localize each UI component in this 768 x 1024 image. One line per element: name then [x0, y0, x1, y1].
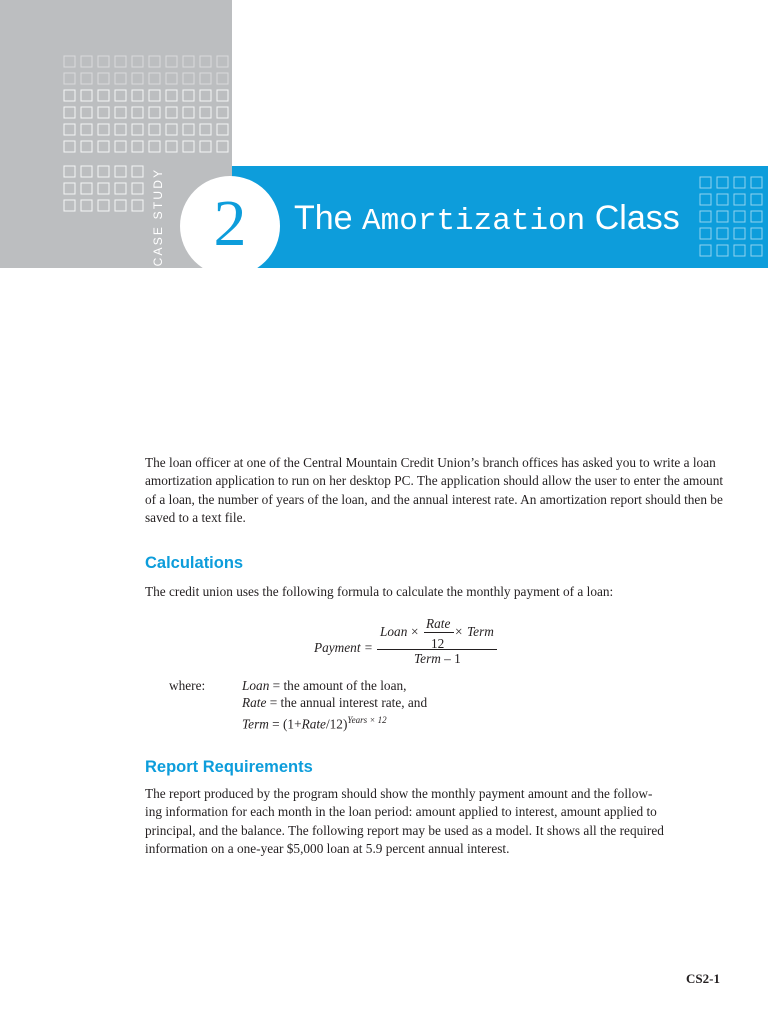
decorative-square	[64, 73, 75, 84]
decorative-square	[717, 211, 728, 222]
where-loan-text: = the amount of the loan,	[269, 678, 407, 693]
decorative-square	[217, 107, 228, 118]
decorative-square	[98, 183, 109, 194]
where-loan-var: Loan	[242, 678, 270, 693]
decorative-square	[734, 177, 745, 188]
decorative-square	[200, 124, 211, 135]
report-line: principal, and the balance. The following report may be used as a model. It shows all the required	[145, 822, 664, 838]
decorative-square	[149, 73, 160, 84]
decorative-square	[200, 141, 211, 152]
decorative-square	[81, 166, 92, 177]
formula-payment-label: Payment =	[314, 640, 373, 655]
decorative-square	[132, 200, 143, 211]
decorative-square	[98, 166, 109, 177]
decorative-square	[64, 141, 75, 152]
decorative-square	[166, 107, 177, 118]
where-term-var: Term	[242, 716, 269, 732]
decorative-square	[98, 141, 109, 152]
decorative-square	[64, 183, 75, 194]
decorative-square	[132, 141, 143, 152]
title-class-name: Amortization	[362, 204, 586, 239]
where-rate-var: Rate	[242, 695, 267, 710]
decorative-square	[149, 90, 160, 101]
decorative-square	[81, 141, 92, 152]
formula-loan: Loan	[380, 624, 408, 639]
formula-inner-fraction-bar	[424, 632, 454, 633]
where-term-exponent: Years × 12	[347, 715, 387, 725]
decorative-square	[98, 90, 109, 101]
decorative-square	[751, 228, 762, 239]
decorative-square	[751, 177, 762, 188]
decorative-square	[751, 211, 762, 222]
decorative-square	[115, 183, 126, 194]
decorative-square	[132, 166, 143, 177]
report-requirements-heading: Report Requirements	[145, 758, 313, 776]
decorative-square	[166, 141, 177, 152]
decorative-square	[115, 107, 126, 118]
decorative-square	[81, 200, 92, 211]
decorative-square	[115, 124, 126, 135]
decorative-square	[149, 107, 160, 118]
decorative-square	[700, 228, 711, 239]
decorative-square	[751, 245, 762, 256]
calculations-paragraph: The credit union uses the following formula to calculate the monthly payment of a loan:	[145, 584, 614, 599]
decorative-square	[166, 124, 177, 135]
where-rate-line	[242, 694, 427, 711]
formula-denominator	[414, 651, 461, 667]
decorative-square	[81, 124, 92, 135]
decorative-square	[700, 245, 711, 256]
decorative-square	[734, 194, 745, 205]
decorative-square	[751, 194, 762, 205]
decorative-square	[700, 211, 711, 222]
decorative-square	[98, 73, 109, 84]
where-rate-text: = the annual interest rate, and	[266, 695, 428, 710]
decorative-square	[183, 107, 194, 118]
decorative-square	[183, 124, 194, 135]
decorative-square	[700, 194, 711, 205]
decorative-square	[217, 141, 228, 152]
decorative-square	[217, 124, 228, 135]
decorative-square	[717, 228, 728, 239]
decorative-square	[717, 194, 728, 205]
decorative-square	[81, 73, 92, 84]
formula-times-2: ×	[455, 624, 463, 639]
decorative-square	[200, 107, 211, 118]
decorative-square	[115, 73, 126, 84]
decorative-square	[200, 90, 211, 101]
case-study-label: CASE STUDY	[151, 167, 165, 267]
decorative-square	[132, 73, 143, 84]
decorative-square	[132, 183, 143, 194]
decorative-square	[734, 228, 745, 239]
decorative-square	[132, 107, 143, 118]
decorative-square	[183, 141, 194, 152]
where-loan-line	[242, 677, 406, 694]
decorative-square	[81, 90, 92, 101]
title-prefix: The	[294, 199, 363, 237]
decorative-square	[115, 200, 126, 211]
decorative-square	[115, 56, 126, 67]
decorative-square	[98, 107, 109, 118]
decorative-square	[200, 73, 211, 84]
report-line: The report produced by the program should show the monthly payment amount and the follow-	[145, 786, 653, 801]
where-term-after: /12)	[325, 716, 348, 732]
where-term-line	[242, 712, 387, 732]
decorative-square	[81, 107, 92, 118]
formula-term: Term	[467, 624, 494, 639]
decorative-square	[64, 56, 75, 67]
decorative-square	[98, 56, 109, 67]
decorative-square	[217, 73, 228, 84]
report-line: information on a one-year $5,000 loan at 5.9 percent annual interest.	[145, 840, 510, 856]
decorative-square	[166, 90, 177, 101]
decorative-square	[81, 183, 92, 194]
decorative-square	[115, 90, 126, 101]
report-line: ing information for each month in the loan period: amount applied to interest, amount applied to	[145, 804, 657, 820]
decorative-square	[132, 56, 143, 67]
decorative-square	[64, 107, 75, 118]
decorative-square	[64, 200, 75, 211]
decorative-square	[98, 200, 109, 211]
intro-paragraph: The loan officer at one of the Central Mountain Credit Union’s branch offices has asked you to write a loan amortization application to run on her desktop PC. The application should allow the user to enter the amount of a loan, the number of years of the loan, and the annual interest rate. An amortization report should then be saved to a text file.	[145, 455, 724, 525]
decorative-square	[149, 56, 160, 67]
calculations-heading: Calculations	[145, 554, 244, 572]
decorative-square	[81, 56, 92, 67]
where-label: where:	[169, 678, 206, 693]
formula-main-fraction-bar	[377, 649, 497, 650]
decorative-square	[132, 124, 143, 135]
decorative-square	[217, 56, 228, 67]
case-study-title	[294, 196, 680, 244]
formula-rate: Rate	[426, 616, 451, 631]
formula-times-1: ×	[411, 624, 419, 639]
decorative-square	[717, 245, 728, 256]
where-term-before: = (1+	[268, 716, 302, 732]
decorative-square	[132, 90, 143, 101]
decorative-square	[166, 56, 177, 67]
decorative-square	[183, 90, 194, 101]
decorative-square	[115, 166, 126, 177]
decorative-square	[183, 73, 194, 84]
report-paragraph	[145, 785, 745, 858]
formula-twelve: 12	[431, 636, 445, 651]
decorative-square	[734, 245, 745, 256]
decorative-square	[149, 141, 160, 152]
decorative-square	[183, 56, 194, 67]
title-suffix: Class	[585, 199, 680, 237]
decorative-square	[700, 177, 711, 188]
formula-denominator-term: Term	[414, 651, 441, 666]
decorative-square	[149, 124, 160, 135]
decorative-square	[64, 90, 75, 101]
decorative-square	[734, 211, 745, 222]
chapter-number: 2	[213, 187, 247, 260]
decorative-square	[98, 124, 109, 135]
decorative-square	[64, 166, 75, 177]
formula-minus-one: – 1	[440, 651, 461, 666]
decorative-square	[717, 177, 728, 188]
decorative-square	[166, 73, 177, 84]
decorative-square	[200, 56, 211, 67]
decorative-square	[217, 90, 228, 101]
page-number: CS2-1	[686, 971, 720, 986]
decorative-square	[64, 124, 75, 135]
decorative-square	[115, 141, 126, 152]
where-term-rate: Rate	[301, 716, 326, 732]
